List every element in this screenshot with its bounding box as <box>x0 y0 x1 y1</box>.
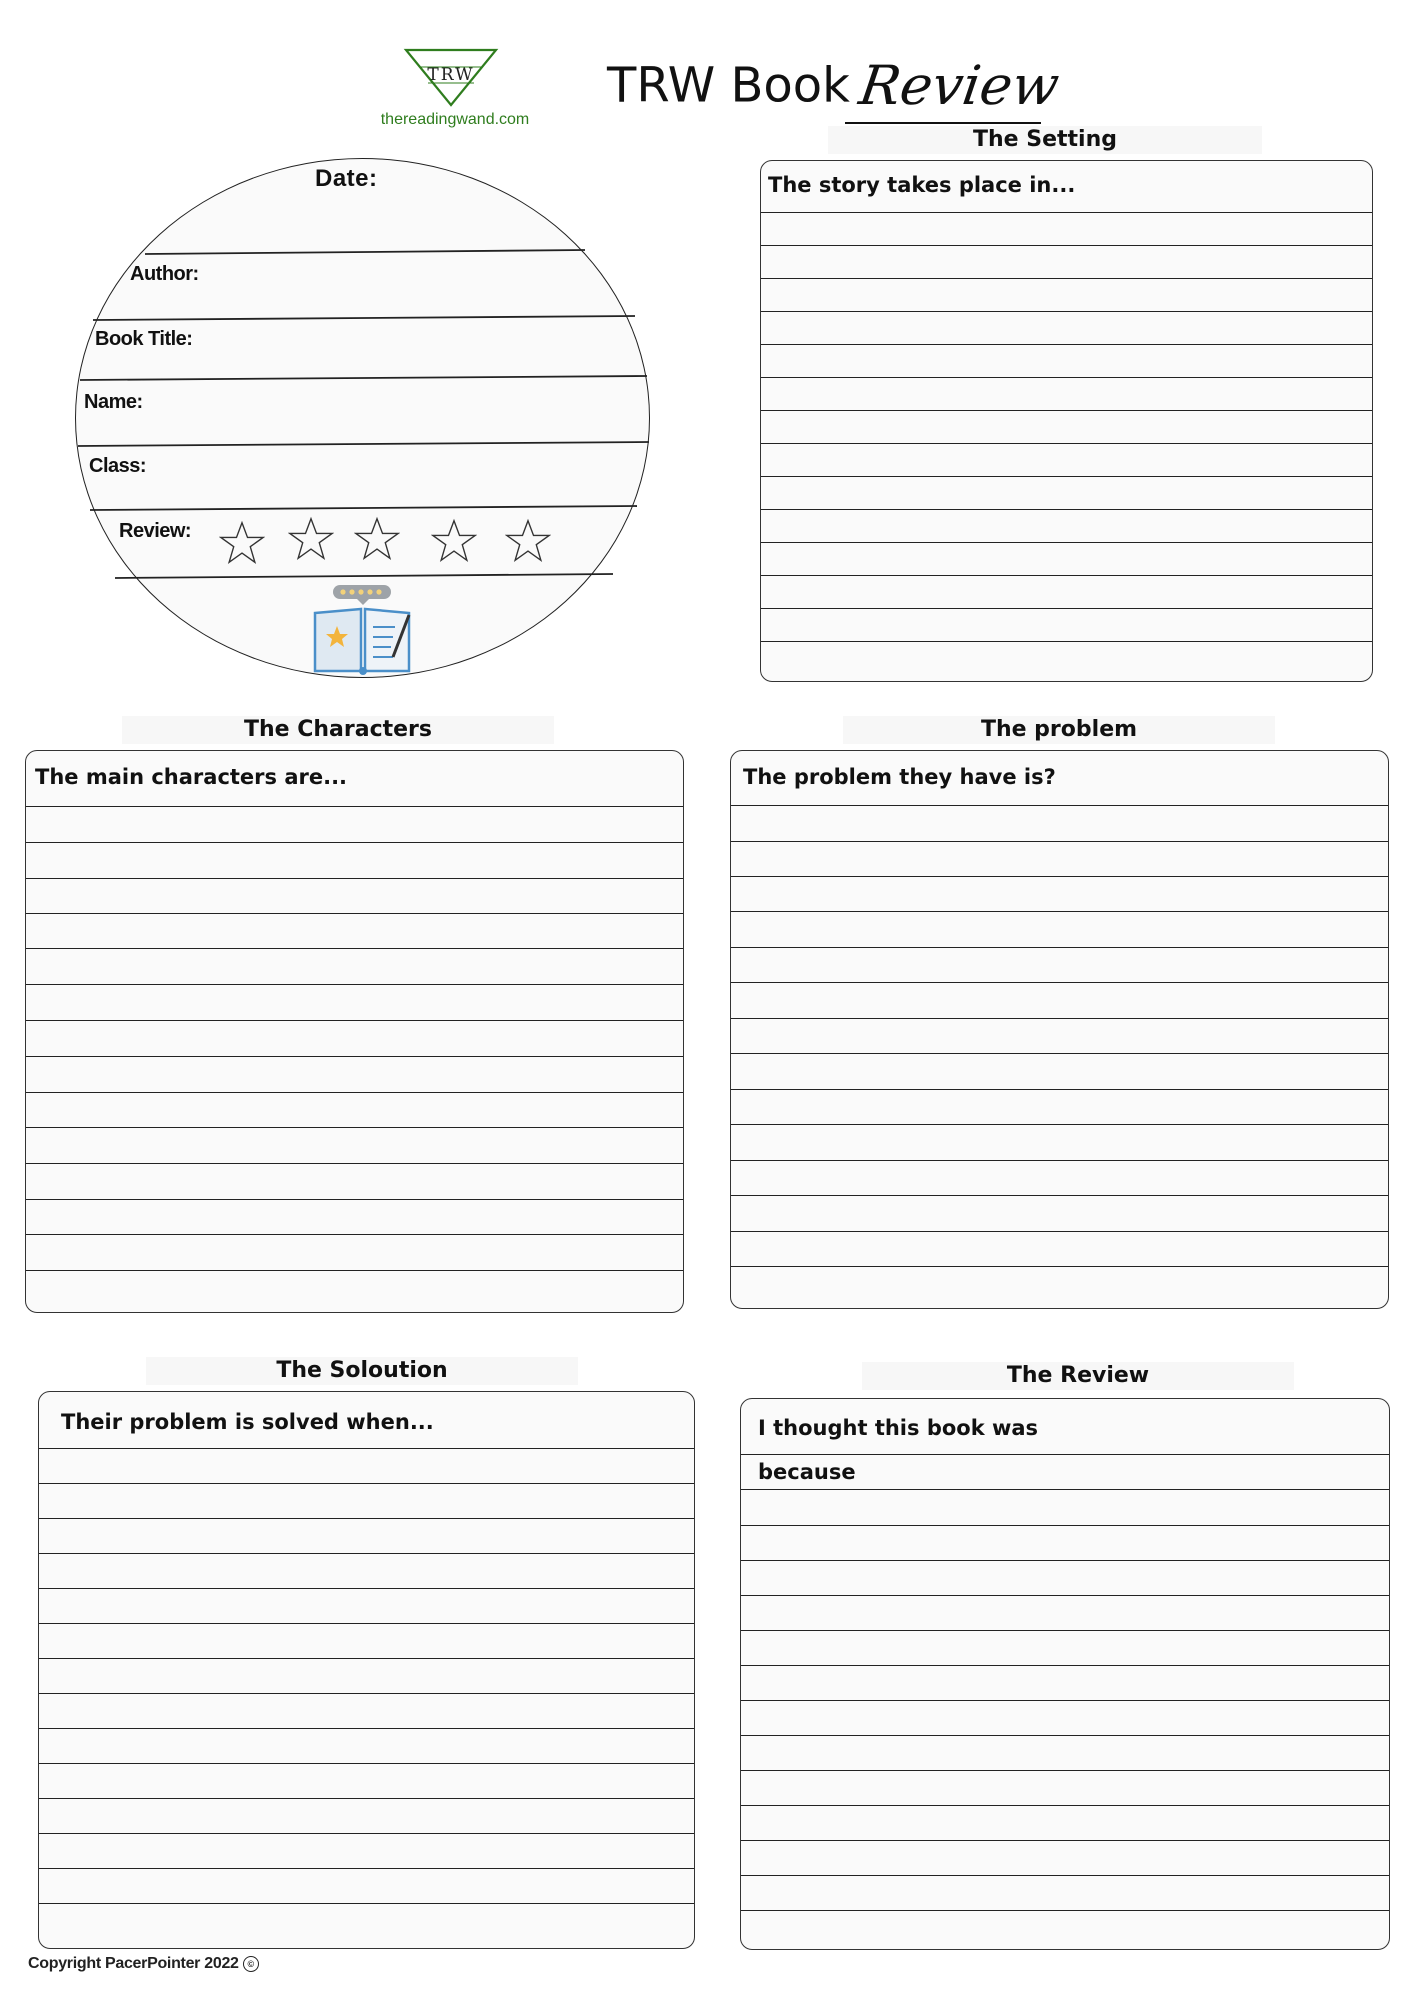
review-prompt: I thought this book was <box>758 1416 1039 1440</box>
setting-prompt: The story takes place in... <box>768 173 1076 197</box>
date-label: Date: <box>315 165 378 192</box>
page-title-script: Review <box>855 54 1063 117</box>
rating-star-2-icon[interactable] <box>288 516 334 562</box>
book-with-star-icon <box>313 583 413 675</box>
review-box[interactable] <box>740 1398 1390 1950</box>
author-label: Author: <box>130 263 199 285</box>
characters-prompt: The main characters are... <box>35 765 348 789</box>
footer-copyright <box>28 1955 259 1973</box>
review-title: The Review <box>862 1362 1294 1390</box>
logo <box>370 45 540 140</box>
logo-triangle-icon <box>370 45 540 111</box>
book-title-label: Book Title: <box>95 328 193 350</box>
logo-text: TRW <box>427 65 475 85</box>
setting-box[interactable] <box>760 160 1373 682</box>
page-title-main: TRW Book <box>607 57 850 114</box>
review-label: Review: <box>119 520 192 542</box>
logo-url[interactable]: thereadingwand.com <box>380 111 530 128</box>
rating-star-3-icon[interactable] <box>354 516 400 562</box>
copyright-text: Copyright PacerPointer 2022 <box>28 1955 239 1972</box>
solution-prompt: Their problem is solved when... <box>61 1410 434 1434</box>
setting-title: The Setting <box>828 126 1262 154</box>
name-label: Name: <box>84 391 143 413</box>
solution-box[interactable] <box>38 1391 695 1949</box>
rating-star-5-icon[interactable] <box>505 518 551 564</box>
info-form-oval <box>75 158 650 678</box>
review-prompt-because: because <box>758 1460 856 1484</box>
title-underline <box>845 122 1041 124</box>
problem-prompt: The problem they have is? <box>743 765 1056 789</box>
rating-star-1-icon[interactable] <box>219 520 265 566</box>
problem-title: The problem <box>843 716 1275 744</box>
characters-box[interactable] <box>25 750 684 1313</box>
copyright-icon: © <box>243 1956 259 1972</box>
page-title <box>607 54 1063 134</box>
rating-star-4-icon[interactable] <box>431 518 477 564</box>
characters-title: The Characters <box>122 716 554 744</box>
problem-box[interactable] <box>730 750 1389 1309</box>
solution-title: The Soloution <box>146 1357 578 1385</box>
class-label: Class: <box>89 455 147 477</box>
